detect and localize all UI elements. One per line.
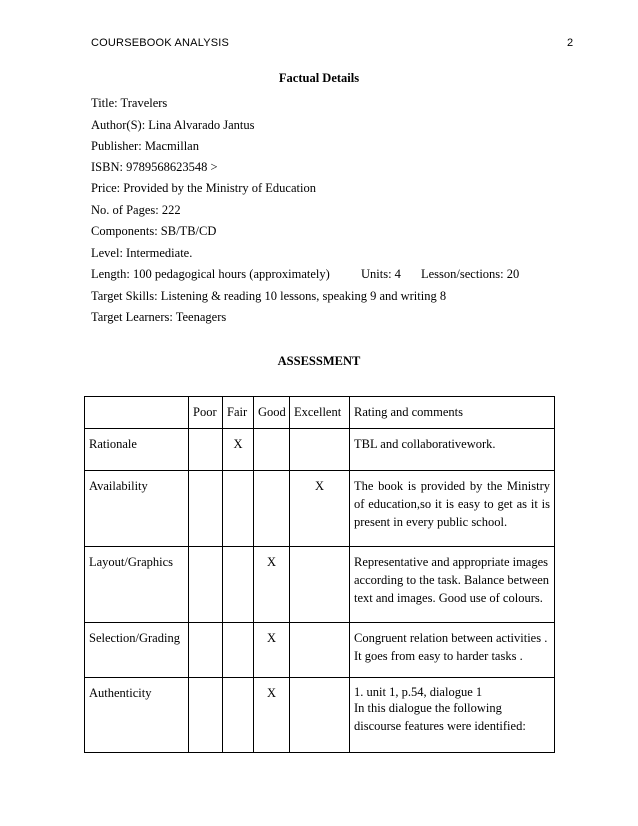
comment-line: The book is provided by the Ministry <box>354 479 550 493</box>
fair-cell: X <box>223 429 254 471</box>
poor-cell <box>189 429 223 471</box>
book-components: Components: SB/TB/CD <box>91 224 217 238</box>
comment-line: 1. unit 1, p.54, dialogue 1 <box>354 685 483 699</box>
fair-cell <box>223 623 254 678</box>
table-row <box>85 678 555 753</box>
comment-cell <box>350 623 555 678</box>
target-skills: Target Skills: Listening & reading 10 lessons, speaking 9 and writing 8 <box>91 289 447 303</box>
comment-line: according to the task. Balance between <box>354 573 550 587</box>
comment-line: Representative and appropriate images <box>354 555 549 569</box>
table-row <box>85 623 555 678</box>
comment-cell <box>350 429 555 471</box>
comment-line: TBL and collaborativework. <box>354 437 496 451</box>
book-level: Level: Intermediate. <box>91 246 193 260</box>
poor-cell <box>189 471 223 547</box>
comment-cell <box>350 547 555 623</box>
book-pages: No. of Pages: 222 <box>91 203 181 217</box>
book-price: Price: Provided by the Ministry of Education <box>91 181 316 195</box>
comment-line: It goes from easy to harder tasks . <box>354 649 523 663</box>
criterion-cell: Layout/Graphics <box>85 547 189 623</box>
poor-cell <box>189 623 223 678</box>
target-learners: Target Learners: Teenagers <box>91 310 227 324</box>
good-cell: X <box>254 678 290 753</box>
poor-cell <box>189 678 223 753</box>
excellent-cell <box>290 547 350 623</box>
column-header-fair: Fair <box>223 397 254 429</box>
book-title: Title: Travelers <box>91 96 168 110</box>
fair-cell <box>223 471 254 547</box>
table-row <box>85 471 555 547</box>
book-publisher: Publisher: Macmillan <box>91 139 199 153</box>
column-header-good: Good <box>254 397 290 429</box>
poor-cell <box>189 547 223 623</box>
book-lessons: Lesson/sections: 20 <box>421 267 520 281</box>
comment-cell <box>350 678 555 753</box>
column-header-criterion <box>85 397 189 429</box>
good-cell <box>254 471 290 547</box>
criterion-cell: Rationale <box>85 429 189 471</box>
table-row <box>85 547 555 623</box>
good-cell: X <box>254 547 290 623</box>
comment-line: present in every public school. <box>354 515 508 529</box>
column-header-poor: Poor <box>189 397 223 429</box>
comment-line: discourse features were identified: <box>354 719 526 733</box>
criterion-cell: Selection/Grading <box>85 623 189 678</box>
comment-line: text and images. Good use of colours. <box>354 591 543 605</box>
book-isbn: ISBN: 9789568623548 > <box>91 160 218 174</box>
excellent-cell <box>290 678 350 753</box>
comment-line: In this dialogue the following <box>354 701 502 715</box>
good-cell: X <box>254 623 290 678</box>
table-row <box>85 429 555 471</box>
assessment-table <box>84 396 555 753</box>
table-header-row <box>85 397 555 429</box>
running-header-title: COURSEBOOK ANALYSIS <box>91 37 230 49</box>
column-header-excellent: Excellent <box>290 397 350 429</box>
comment-line: Congruent relation between activities . <box>354 631 548 645</box>
comment-cell <box>350 471 555 547</box>
fair-cell <box>223 547 254 623</box>
excellent-cell <box>290 623 350 678</box>
page-number: 2 <box>567 37 574 49</box>
column-header-rating: Rating and comments <box>350 397 555 429</box>
assessment-heading: ASSESSMENT <box>277 354 361 368</box>
criterion-cell: Authenticity <box>85 678 189 753</box>
excellent-cell: X <box>290 471 350 547</box>
good-cell <box>254 429 290 471</box>
criterion-cell: Availability <box>85 471 189 547</box>
factual-details-heading: Factual Details <box>278 71 360 85</box>
fair-cell <box>223 678 254 753</box>
book-length: Length: 100 pedagogical hours (approximately) <box>91 267 330 281</box>
excellent-cell <box>290 429 350 471</box>
book-authors: Author(S): Lina Alvarado Jantus <box>91 118 255 132</box>
comment-line: of education,so it is easy to get as it is <box>354 497 550 511</box>
book-units: Units: 4 <box>361 267 401 281</box>
